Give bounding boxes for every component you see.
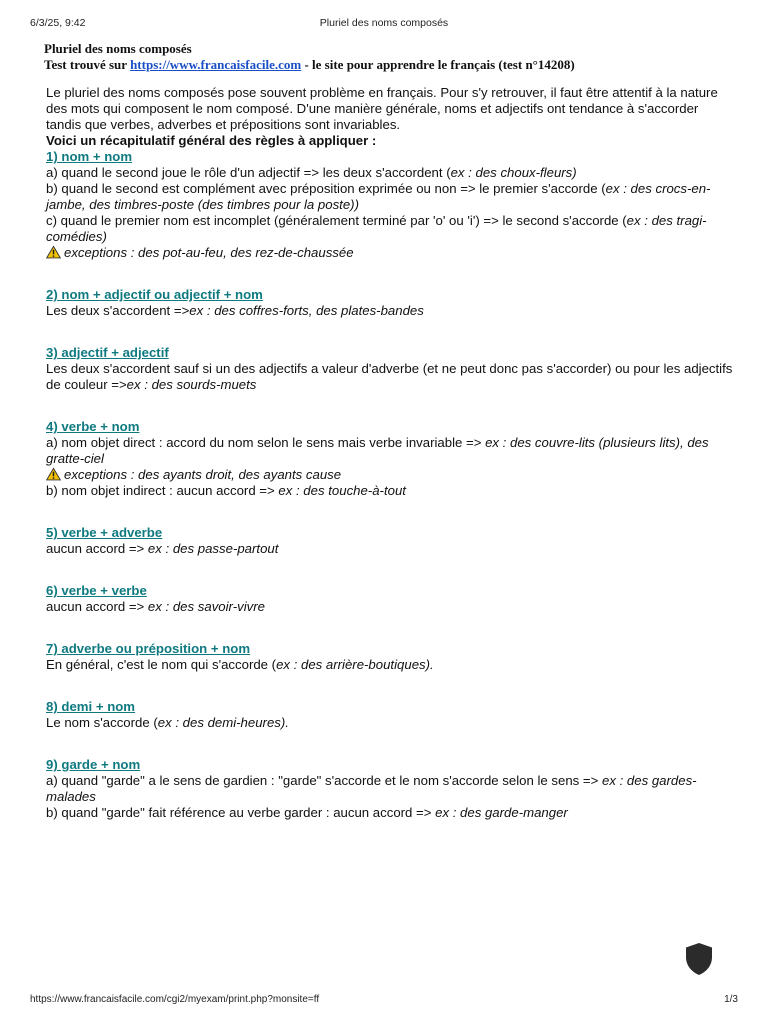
lesson-content	[46, 85, 736, 821]
section-6-title[interactable]: 6) verbe + verbe	[46, 583, 147, 598]
rule-1c: c) quand le premier nom est incomplet (généralement terminé par 'o' ou 'i') => le second s'accorde (ex : des tragi-comédies)	[46, 213, 707, 244]
rule-1b: b) quand le second est complément avec préposition exprimée ou non => le premier s'accorde (ex : des crocs-en-jambe, des timbres-poste (des timbres pour la poste))	[46, 181, 711, 212]
section-8-title[interactable]: 8) demi + nom	[46, 699, 136, 714]
footer-url: https://www.francaisfacile.com/cgi2/myexam/print.php?monsite=ff	[30, 994, 320, 1005]
exceptions-1: exceptions : des pot-au-feu, des rez-de-chaussée	[46, 245, 736, 261]
print-header	[30, 17, 738, 31]
print-date: 6/3/25, 9:42	[30, 17, 86, 29]
source-line	[44, 57, 748, 73]
section-4-title[interactable]: 4) verbe + nom	[46, 419, 140, 434]
section-7-title[interactable]: 7) adverbe ou préposition + nom	[46, 641, 251, 656]
exceptions-4: exceptions : des ayants droit, des ayants cause	[46, 467, 736, 483]
rule-8: Le nom s'accorde (ex : des demi-heures).	[46, 715, 289, 730]
print-footer	[30, 994, 738, 1006]
warning-triangle-icon	[46, 245, 61, 259]
rule-6: aucun accord => ex : des savoir-vivre	[46, 599, 265, 614]
recap-heading: Voici un récapitulatif général des règles à appliquer :	[46, 133, 377, 148]
document-header	[44, 41, 748, 73]
section-3-title[interactable]: 3) adjectif + adjectif	[46, 345, 169, 360]
rule-4b: b) nom objet indirect : aucun accord => ex : des touche-à-tout	[46, 483, 406, 498]
section-9-title[interactable]: 9) garde + nom	[46, 757, 141, 772]
intro-paragraph: Le pluriel des noms composés pose souvent problème en français. Pour s'y retrouver, il faut être attentif à la nature des mots qui composent le nom composé. D'une manière générale, noms et adjectifs ont tendance à s'accorder tandis que verbes, adverbes et prépositions sont invariables.	[46, 85, 718, 132]
document-title: Pluriel des noms composés	[44, 41, 192, 56]
source-suffix: - le site pour apprendre le français (test n°14208)	[301, 57, 575, 72]
rule-5: aucun accord => ex : des passe-partout	[46, 541, 279, 556]
source-prefix: Test trouvé sur	[44, 57, 131, 72]
rule-3: Les deux s'accordent sauf si un des adjectifs a valeur d'adverbe (et ne peut donc pas s'accorder) ou pour les adjectifs de couleur =>ex : des sourds-muets	[46, 361, 733, 392]
page-number: 1/3	[724, 994, 738, 1005]
section-1-title[interactable]: 1) nom + nom	[46, 149, 133, 164]
print-title: Pluriel des noms composés	[319, 17, 449, 29]
rule-4a: a) nom objet direct : accord du nom selon le sens mais verbe invariable => ex : des couvre-lits (plusieurs lits), des gratte-ciel	[46, 435, 709, 466]
shield-icon[interactable]	[684, 942, 714, 976]
rule-7: En général, c'est le nom qui s'accorde (ex : des arrière-boutiques).	[46, 657, 434, 672]
site-link[interactable]: https://www.francaisfacile.com	[130, 57, 302, 72]
warning-triangle-icon	[46, 467, 61, 481]
rule-9b: b) quand "garde" fait référence au verbe garder : aucun accord => ex : des garde-manger	[46, 805, 568, 820]
section-2-title[interactable]: 2) nom + adjectif ou adjectif + nom	[46, 287, 263, 302]
rule-2: Les deux s'accordent =>ex : des coffres-forts, des plates-bandes	[46, 303, 424, 318]
rule-9a: a) quand "garde" a le sens de gardien : "garde" s'accorde et le nom s'accorde selon le sens => ex : des gardes-malades	[46, 773, 697, 804]
section-5-title[interactable]: 5) verbe + adverbe	[46, 525, 163, 540]
rule-1a: a) quand le second joue le rôle d'un adjectif => les deux s'accordent (ex : des choux-fleurs)	[46, 165, 577, 180]
